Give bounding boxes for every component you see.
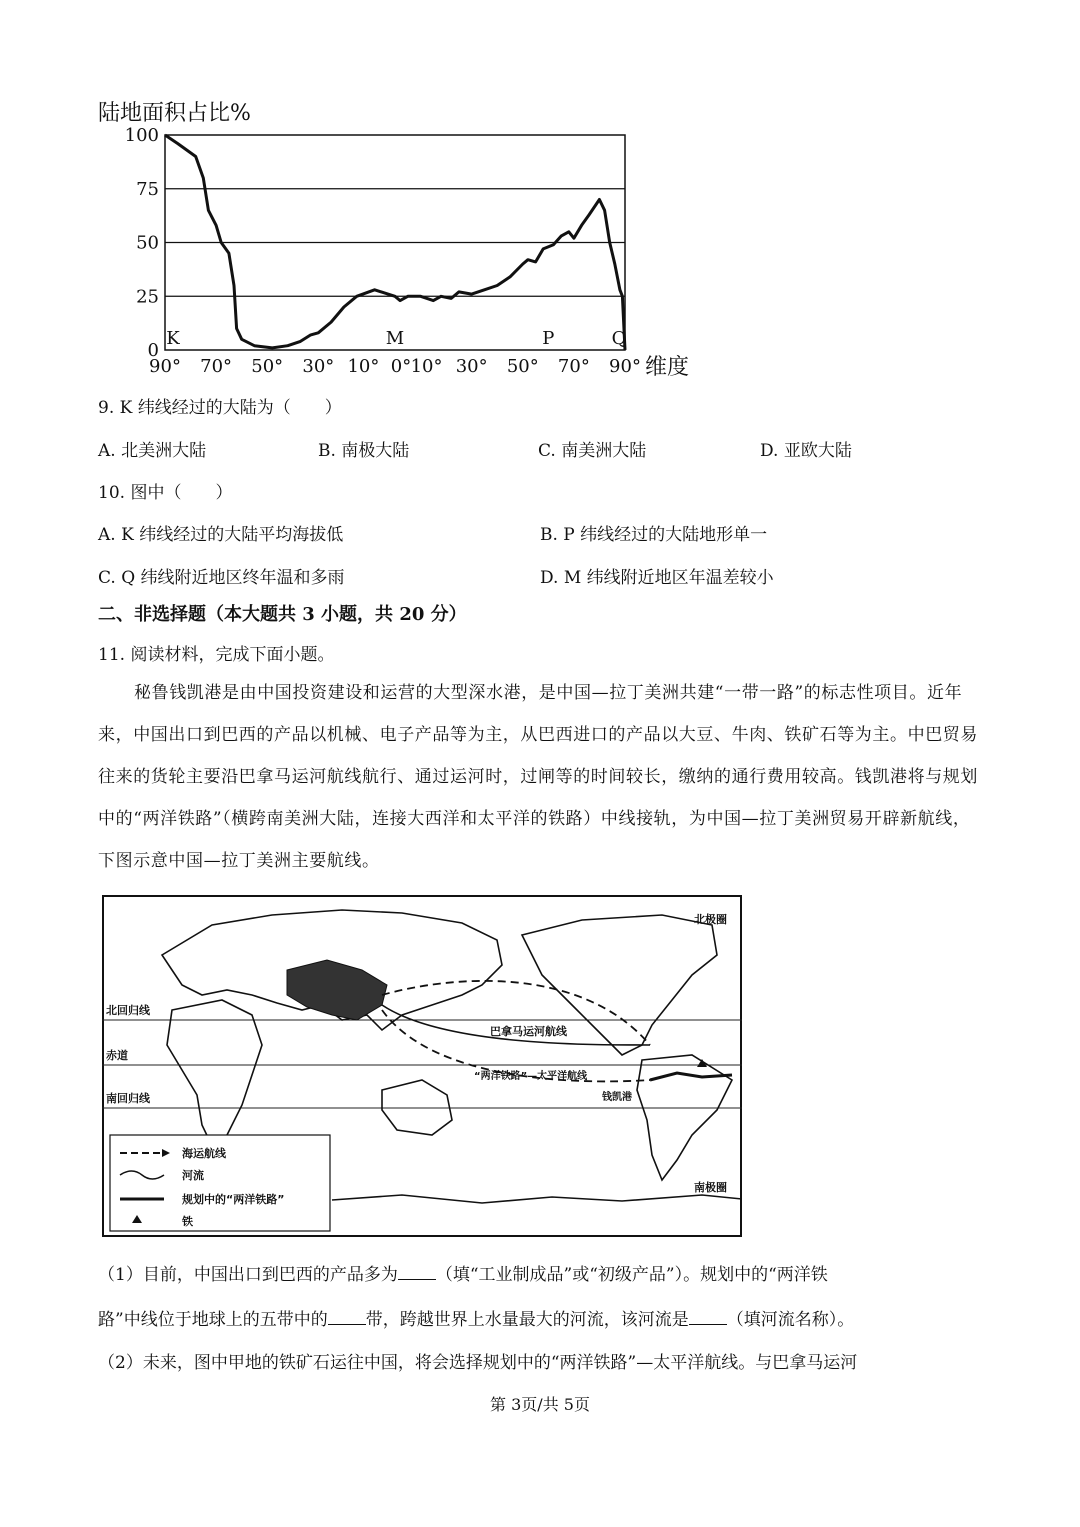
label-antarctic-circle: 南极圈 — [694, 1181, 727, 1194]
label-equator: 赤道 — [106, 1049, 128, 1062]
label-panama-route: 巴拿马运河航线 — [490, 1025, 567, 1038]
page-footer: 第 3页/共 5页 — [490, 1395, 590, 1414]
q9-option-b[interactable]: B. 南极大陆 — [318, 441, 410, 461]
q11-sub1-text-a: （1）目前，中国出口到巴西的产品多为 — [98, 1265, 398, 1285]
q11-sub1-line2 — [98, 1305, 854, 1330]
chart-y-tick: 25 — [136, 286, 159, 308]
q10-option-d[interactable]: D. M 纬线附近地区年温差较小 — [540, 568, 774, 588]
q9-option-c[interactable]: C. 南美洲大陆 — [538, 441, 647, 461]
q10-stem: 10. 图中（ ） — [98, 483, 233, 503]
chart-y-tick: 50 — [136, 232, 159, 254]
q11-material: 秘鲁钱凯港是由中国投资建设和运营的大型深水港，是中国—拉丁美洲共建“一带一路”的标志性项目。近年来，中国出口到巴西的产品以机械、电子产品等为主，从巴西进口的产品以大豆、牛肉、铁矿石等为主。中巴贸易往来的货轮主要沿巴拿马运河航线航行、通过运河时，过闸等的时间较长，缴纳的通行费用较高。钱凯港将与规划中的“两洋铁路”（横跨南美洲大陆，连接大西洋和太平洋的铁路）中线接轨，为中国—拉丁美洲贸易开辟新航线，下图示意中国—拉丁美洲主要航线。 — [98, 683, 978, 871]
answer-blank-3[interactable] — [689, 1307, 727, 1325]
chart-marker-m: M — [385, 328, 405, 349]
chart-x-tick: 90° — [149, 356, 181, 377]
label-tropic-south: 南回归线 — [106, 1092, 150, 1105]
q10-option-c[interactable]: C. Q 纬线附近地区终年温和多雨 — [98, 568, 345, 588]
q11-sub1-text-c: 路”中线位于地球上的五带中的 — [98, 1310, 328, 1330]
chart-x-tick: 10° — [347, 356, 380, 377]
q11-stem: 11. 阅读材料，完成下面小题。 — [98, 645, 335, 665]
q10-option-b[interactable]: B. P 纬线经过的大陆地形单一 — [540, 525, 768, 545]
q9-option-a[interactable]: A. 北美洲大陆 — [98, 441, 207, 461]
chart-x-tick: 50° — [506, 356, 539, 377]
chart-x-tick: 90° — [609, 356, 641, 377]
answer-blank-2[interactable] — [328, 1307, 366, 1325]
q10-option-a[interactable]: A. K 纬线经过的大陆平均海拔低 — [98, 525, 344, 545]
chart-x-tick: 50° — [251, 356, 284, 377]
label-arctic-circle: 北极圈 — [694, 913, 727, 926]
legend-sea-route: 海运航线 — [182, 1147, 226, 1160]
chart-x-tick: 30° — [302, 356, 335, 377]
chart-marker-k: K — [166, 328, 180, 349]
chart-y-tick: 75 — [136, 178, 159, 200]
q11-sub1-text-d: 带，跨越世界上水量最大的河流，该河流是 — [365, 1310, 689, 1330]
section-2-heading: 二、非选择题（本大题共 3 小题，共 20 分） — [98, 604, 467, 625]
chart-x-tick: 70° — [200, 356, 233, 377]
answer-blank-1[interactable] — [398, 1262, 436, 1280]
q9-option-d[interactable]: D. 亚欧大陆 — [760, 441, 852, 461]
label-tropic-north: 北回归线 — [106, 1004, 150, 1017]
q11-sub2: （2）未来，图中甲地的铁矿石运往中国，将会选择规划中的“两洋铁路”—太平洋航线。与巴拿马运河 — [98, 1353, 858, 1373]
legend-railway: 规划中的“两洋铁路” — [182, 1193, 285, 1206]
q9-stem: 9. K 纬线经过的大陆为（ ） — [98, 398, 342, 418]
q11-sub1-text-e: （填河流名称）。 — [726, 1310, 855, 1330]
chart-x-tick: 30° — [455, 356, 488, 377]
chart-y-tick: 0 — [147, 340, 159, 361]
chart-marker-q: Q — [611, 328, 627, 349]
chart-y-tick: 100 — [124, 125, 159, 146]
q11-sub1-line1 — [98, 1260, 828, 1285]
label-chancay-port: 钱凯港 — [602, 1092, 632, 1103]
chart-x-label: 维度 — [645, 355, 690, 380]
q11-sub1-text-b: （填“工业制成品”或“初级产品”）。规划中的“两洋铁 — [435, 1265, 828, 1285]
chart-x-tick: 70° — [557, 356, 590, 377]
legend-iron: 铁 — [182, 1215, 193, 1228]
land-area-latitude-chart — [90, 90, 710, 390]
chart-marker-p: P — [542, 328, 555, 349]
legend-river: 河流 — [182, 1169, 204, 1182]
chart-y-label: 陆地面积占比% — [98, 101, 251, 126]
label-two-ocean-route: “两洋铁路”—太平洋航线 — [474, 1071, 588, 1082]
map-legend — [110, 1135, 330, 1231]
china-latin-america-routes-map — [102, 895, 742, 1237]
chart-x-tick: 10° — [410, 356, 443, 377]
chart-x-tick: 0° — [390, 356, 412, 377]
